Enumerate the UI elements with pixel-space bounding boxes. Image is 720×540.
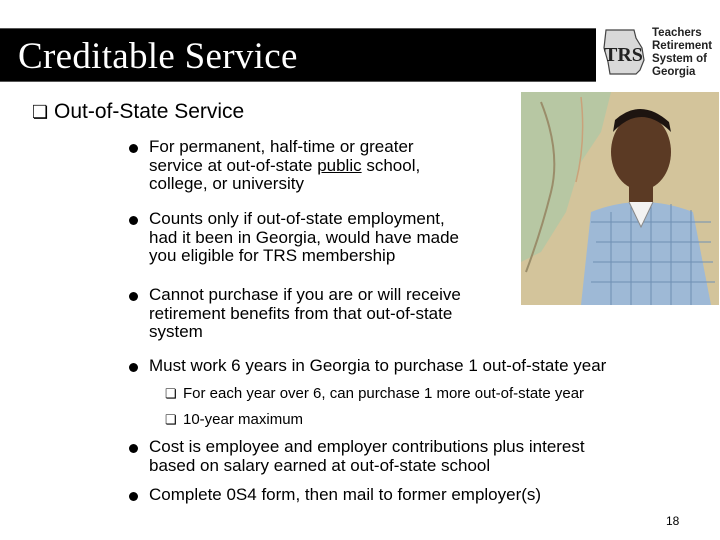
logo-text: Teachers Retirement System of Georgia: [652, 27, 713, 78]
bullet-cost: Cost is employee and employer contributions plus interest based on salary earned at out-of-state school: [149, 438, 585, 475]
bullet-permanent-service: For permanent, half-time or greater service at out-of-state public school, college, or university: [149, 138, 420, 194]
open-circle-bullet-icon: ❏: [32, 102, 49, 122]
filled-circle-bullet-icon: [129, 292, 138, 301]
filled-circle-bullet-icon: [129, 492, 138, 501]
page-number: 18: [666, 514, 680, 528]
slide-title: Creditable Service: [18, 36, 298, 77]
subitem-maximum: ❏ 10-year maximum: [165, 411, 304, 428]
filled-circle-bullet-icon: [129, 216, 138, 225]
bullet-cannot-purchase: Cannot purchase if you are or will receive retirement benefits from that out-of-state system: [149, 286, 461, 342]
open-circle-bullet-icon: ❏: [165, 386, 177, 401]
filled-circle-bullet-icon: [129, 444, 138, 453]
trs-logo: [600, 24, 718, 80]
open-circle-bullet-icon: ❏: [165, 412, 177, 427]
bullet-must-work: Must work 6 years in Georgia to purchase 1 out-of-state year: [149, 357, 606, 376]
bullet-counts-only: Counts only if out-of-state employment, had it been in Georgia, would have made you eligible for TRS membership: [149, 210, 459, 266]
subitem-each-year: ❏ For each year over 6, can purchase 1 more out-of-state year: [165, 385, 585, 402]
bullet-complete-form: Complete 0S4 form, then mail to former employer(s): [149, 486, 541, 505]
teacher-photo: [521, 92, 719, 305]
filled-circle-bullet-icon: [129, 363, 138, 372]
section-heading: ❏ Out-of-State Service: [32, 100, 245, 123]
logo-mark-text: TRS: [604, 44, 643, 66]
georgia-map-icon: [600, 28, 646, 76]
title-bar: [0, 28, 596, 82]
filled-circle-bullet-icon: [129, 144, 138, 153]
